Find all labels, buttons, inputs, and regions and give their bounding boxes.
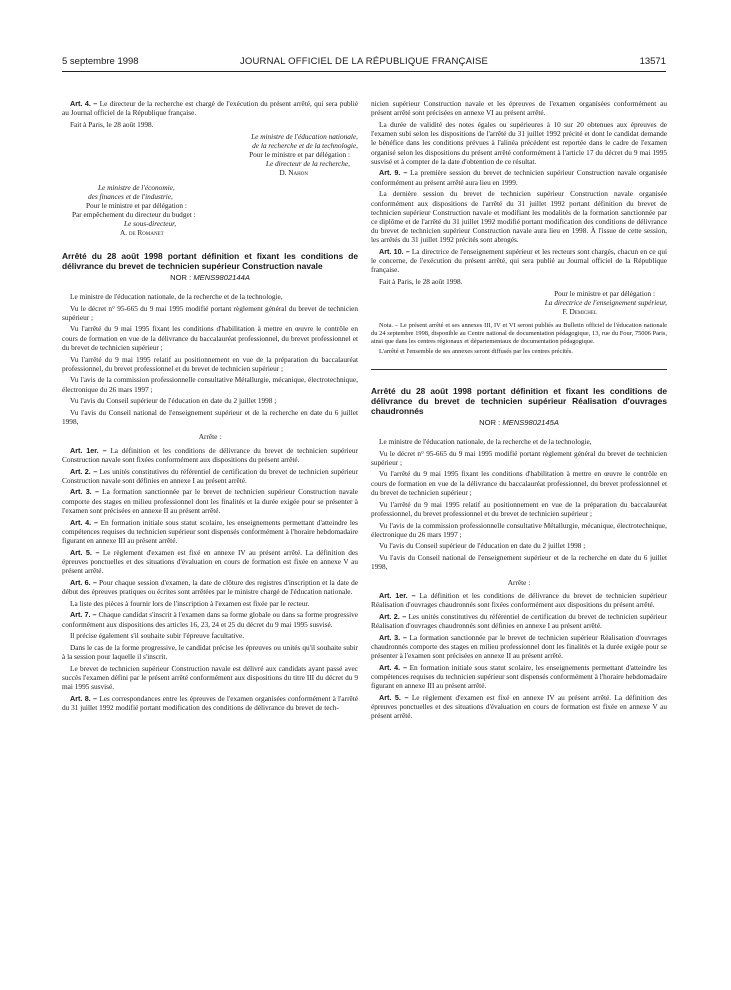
article-2: Art. 2. – Les unités constitutives du référentiel de certification du brevet de technicien supérieur Réalisation d'ouvrages chaudronnés sont définies en annexe I au présent arrêté. [371, 611, 667, 630]
preamble: Vu l'avis de la commission professionnelle consultative Métallurgie, mécanique, électrotechnique, électronique du 26 mars 1997 ; [371, 520, 667, 539]
article-1: Art. 1er. – La définition et les conditions de délivrance du brevet de technicien supérieur Réalisation d'ouvrages chaudronnés sont fixées conformément aux dispositions du présent arrêté. [371, 590, 667, 609]
paragraph: La dernière session du brevet de technicien supérieur Construction navale organisée conformément aux dispositions de l'arrêté du 31 juillet 1992 portant définition du brevet de technicien supérieur Construction navale et modifiant les modalités de la formation sanctionnée par ce diplôme et de l'arrêté du 31 juillet 1992 modifié portant modification des conditions de délivrance du brevet de technicien supérieur Construction navale aura lieu en 1998. À l'issue de cette session, les arrêtés du 31 juillet 1992 précités sont abrogés. [371, 189, 667, 245]
article-5: Art. 5. – Le règlement d'examen est fixé en annexe IV au présent arrêté. La définition des épreuves ponctuelles et des situations d'évaluation en cours de formation est fixée en annexe V au présent arrêté. [371, 692, 667, 721]
nor-reference: NOR : MENS9802145A [479, 417, 559, 427]
paragraph: La liste des pièces à fournir lors de l'inscription à l'examen est fixée par le recteur. [70, 598, 310, 608]
paragraph: Il précise également s'il souhaite subir l'épreuve facultative. [70, 631, 245, 641]
page-number: 13571 [639, 56, 666, 67]
signature-line: Le sous-directeur, [124, 218, 177, 228]
preamble: Vu l'arrêté du 9 mai 1995 fixant les conditions d'habilitation à mettre en œuvre le contrôle en cours de formation en vue de la délivrance du baccalauréat professionnel, du brevet professionnel et du brevet de technicien supérieur ; [62, 324, 358, 352]
signature-line: Pour le ministre et par délégation : [249, 149, 350, 159]
article-7: Art. 7. – Chaque candidat s'inscrit à l'examen dans sa forme globale ou dans sa forme progressive conformément aux dispositions des articles 16, 23, 24 et 25 du décret du 9 mai 1995 susvisé. [62, 610, 358, 629]
preamble: Vu l'avis du Conseil national de l'enseignement supérieur et de la recherche en date du 6 juillet 1998, [371, 553, 667, 572]
paragraph: Dans le cas de la forme progressive, le candidat précise les épreuves ou unités qu'il souhaite subir à la session pour laquelle il s'inscrit. [62, 643, 358, 662]
article-6: Art. 6. – Pour chaque session d'examen, la date de clôture des registres d'inscription et la date de début des épreuves pratiques ou écrites sont arrêtées par le ministre chargé de l'éducation nationale. [62, 577, 358, 596]
article-2: Art. 2. – Les unités constitutives du référentiel de certification du brevet de technicien supérieur Construction navale sont définies en annexe I au présent arrêté. [62, 466, 358, 485]
paragraph: Le brevet de technicien supérieur Construction navale est délivré aux candidats ayant passé avec succès l'examen défini par le présent arrêté conformément aux dispositions du titre III du décret du 9 mai 1995 susvisé. [62, 663, 358, 692]
signature-line: Par empêchement du directeur du budget : [72, 209, 196, 219]
article-10: Art. 10. – La directrice de l'enseignement supérieur et les recteurs sont chargés, chacun en ce qui le concerne, de l'exécution du présent arrêté, qui sera publié au Journal officiel de la République française. [371, 247, 668, 275]
signature-line: de la recherche et de la technologie, [252, 140, 358, 150]
signature-line: Le directeur de la recherche, [265, 158, 350, 168]
decree-title: Arrêté du 28 août 1998 portant définition et fixant les conditions de délivrance du brevet de technicien supérieur Réalisation d'ouvrages chaudronnés [371, 385, 667, 416]
signature-line: Le ministre de l'éducation nationale, [251, 131, 358, 141]
article-3: Art. 3. – La formation sanctionnée par le brevet de technicien supérieur Construction navale comporte des stages en milieu professionnel dont les finalités et la durée exigée pour se présenter à l'examen sont précisées en annexe II au présent arrêté. [62, 487, 358, 515]
article-4: Art. 4. – Le directeur de la recherche est chargé de l'exécution du présent arrêté, qui sera publié au Journal officiel de la République française. [62, 99, 358, 118]
fait-date: Fait à Paris, le 28 août 1998. [70, 119, 154, 129]
article-4: Art. 4. – En formation initiale sous statut scolaire, les enseignements permettant d'atteindre les compétences requises du technicien supérieur sont dispensés conformément à l'horaire hebdomadaire figurant en annexe III au présent arrêté. [62, 517, 359, 545]
left-column [62, 99, 358, 715]
page-header [62, 56, 666, 70]
issue-date: 5 septembre 1998 [62, 56, 139, 67]
arrete-heading: Arrête : [198, 432, 222, 442]
preamble: Vu l'arrêté du 9 mai 1995 relatif au positionnement en vue de la préparation du baccalauréat professionnel, du brevet professionnel et du brevet de technicien supérieur ; [371, 499, 667, 518]
preamble: Vu l'arrêté du 9 mai 1995 relatif au positionnement en vue de la préparation du baccalauréat professionnel, du brevet professionnel et du brevet de technicien supérieur ; [62, 354, 358, 373]
preamble: Vu l'avis de la commission professionnelle consultative Métallurgie, mécanique, électrotechnique, électronique du 26 mars 1997 ; [62, 375, 358, 394]
fait-date: Fait à Paris, le 28 août 1998. [379, 277, 463, 287]
decree-title: Arrêté du 28 août 1998 portant définition et fixant les conditions de délivrance du brevet de technicien supérieur Construction navale [62, 250, 358, 271]
article-8: Art. 8. – Les correspondances entre les épreuves de l'examen organisées conformément à l'arrêté du 31 juillet 1992 modifié portant modification des conditions de délivrance du brevet de tech- [62, 694, 358, 713]
nota: Nota. – Le présent arrêté et ses annexes III, IV et VI seront publiés au Bulletin officiel de l'éducation nationale du 24 septembre 1998, disponible au Centre national de documentation pédagogique, 13, rue du Four, 75006 Paris, ainsi que dans les centres régionaux et départementaux de documentation pédagogique. [371, 321, 667, 346]
signature-line: Pour le ministre et par délégation : [86, 200, 187, 210]
preamble: Vu l'avis du Conseil supérieur de l'éducation en date du 2 juillet 1998 ; [379, 541, 586, 551]
paragraph: La durée de validité des notes égales ou supérieures à 10 sur 20 obtenues aux épreuves de l'examen subi selon les dispositions de l'arrêté du 31 juillet 1992 précité et dont le candidat demande le bénéfice dans les conditions prévues à l'alinéa précédent est reportée dans le cadre de l'examen organisé selon les dispositions du présent arrêté conformément à l'article 17 du décret du 9 mai 1995 susvisé et à compter de la date d'obtention de ce résultat. [371, 119, 667, 166]
journal-title: JOURNAL OFFICIEL DE LA RÉPUBLIQUE FRANÇAISE [239, 56, 489, 67]
arrete-heading: Arrête : [507, 577, 531, 587]
article-5: Art. 5. – Le règlement d'examen est fixé en annexe IV au présent arrêté. La définition des épreuves ponctuelles et des situations d'évaluation en cours de formation est fixée en annexe V au présent arrêté. [62, 547, 358, 576]
preamble: Vu l'avis du Conseil national de l'enseignement supérieur et de la recherche en date du 6 juillet 1998, [62, 408, 358, 427]
signature-line: Le ministre de l'économie, [98, 182, 175, 192]
signature-line: Pour le ministre et par délégation : [554, 288, 655, 298]
article-1: Art. 1er. – La définition et les conditions de délivrance du brevet de technicien supérieur Construction navale sont fixées conformément aux dispositions du présent arrêté. [62, 445, 358, 464]
header-rule [62, 71, 666, 72]
right-column [371, 99, 667, 723]
article-4: Art. 4. – En formation initiale sous statut scolaire, les enseignements permettant d'atteindre les compétences requises du technicien supérieur sont dispensés conformément à l'horaire hebdomadaire figurant en annexe III au présent arrêté. [371, 662, 668, 691]
signatory-name: D. Nahon [279, 167, 308, 177]
signature-line: La directrice de l'enseignement supérieur, [544, 297, 667, 307]
paragraph: nicien supérieur Construction navale et les épreuves de l'examen organisées conformément au présent arrêté sont précisées en annexe VI au présent arrêté. [371, 99, 667, 118]
article-9: Art. 9. – La première session du brevet de technicien supérieur Construction navale organisée conformément au présent arrêté aura lieu en 1999. [371, 168, 667, 187]
preamble: Vu l'arrêté du 9 mai 1995 fixant les conditions d'habilitation à mettre en œuvre le contrôle en cours de formation en vue de la délivrance du baccalauréat professionnel, du brevet professionnel et du brevet de technicien supérieur ; [371, 469, 667, 497]
signature-line: des finances et de l'industrie, [88, 191, 173, 201]
preamble: Le ministre de l'éducation nationale, de la recherche et de la technologie, [70, 291, 283, 301]
preamble: Vu l'avis du Conseil supérieur de l'éducation en date du 2 juillet 1998 ; [70, 396, 277, 406]
preamble: Vu le décret n° 95-665 du 9 mai 1995 modifié portant règlement général du brevet de technicien supérieur ; [62, 303, 358, 322]
article-3: Art. 3. – La formation sanctionnée par le brevet de technicien supérieur Réalisation d'ouvrages chaudronnés comporte des stages en milieu professionnel dont les finalités et la durée exigée pour se présenter à l'examen sont précisées en annexe II au présent arrêté. [371, 632, 667, 660]
nor-reference: NOR : MENS9802144A [170, 272, 250, 282]
nota: L'arrêté et l'ensemble de ses annexes seront diffusés par les centres précités. [379, 348, 573, 356]
signatory-name: F. Demichel [562, 306, 597, 316]
section-divider [371, 369, 667, 370]
preamble: Vu le décret n° 95-665 du 9 mai 1995 modifié portant règlement général du brevet de technicien supérieur ; [371, 448, 667, 467]
signatory-name: A. de Romanet [120, 227, 164, 237]
preamble: Le ministre de l'éducation nationale, de la recherche et de la technologie, [379, 436, 592, 446]
